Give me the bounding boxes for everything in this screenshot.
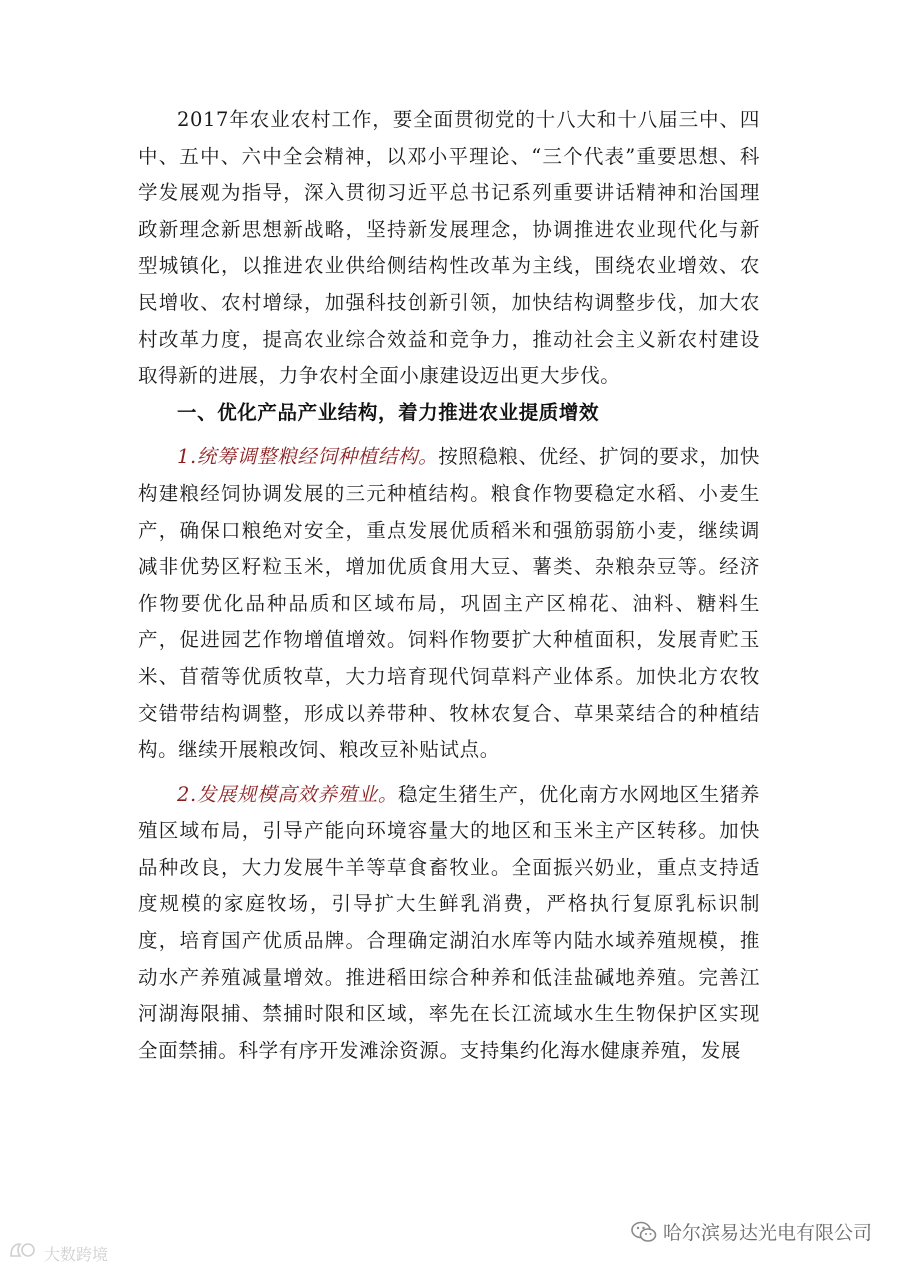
company-name: 哈尔滨易达光电有限公司 (662, 1222, 872, 1244)
site-watermark (8, 1240, 108, 1266)
spacer (138, 431, 760, 439)
logo-icon (8, 1240, 38, 1266)
spacer (138, 769, 760, 777)
wechat-icon (631, 1219, 657, 1245)
document-body (138, 102, 760, 1069)
item1-body: 按照稳粮、优经、扩饲的要求，加快构建粮经饲协调发展的三元种植结构。粮食作物要稳定水稻、小麦生产，确保口粮绝对安全，重点发展优质稻米和强筋弱筋小麦，继续调减非优势区籽粒玉米，增加优质食用大豆、薯类、杂粮杂豆等。经济作物要优化品种品质和区域布局，巩固主产区棉花、油料、糖料生产，促进园艺作物增值增效。饲料作物要扩大种植面积，发展青贮玉米、苜蓿等优质牧草，大力培育现代饲草料产业体系。加快北方农牧交错带结构调整，形成以养带种、牧林农复合、草果菜结合的种植结构。继续开展粮改饲、粮改豆补贴试点。 (138, 445, 760, 762)
item1-paragraph (138, 439, 760, 768)
item2-body: 稳定生猪生产，优化南方水网地区生猪养殖区域布局，引导产能向环境容量大的地区和玉米主产区转移。加快品种改良，大力发展牛羊等草食畜牧业。全面振兴奶业，重点支持适度规模的家庭牧场，引导扩大生鲜乳消费，严格执行复原乳标识制度，培育国产优质品牌。合理确定湖泊水库等内陆水域养殖规模，推动水产养殖减量增效。推进稻田综合种养和低洼盐碱地养殖。完善江河湖海限捕、禁捕时限和区域，率先在长江流域水生生物保护区实现全面禁捕。科学有序开发滩涂资源。支持集约化海水健康养殖，发展 (138, 782, 760, 1062)
intro-paragraph: 2017年农业农村工作，要全面贯彻党的十八大和十八届三中、四中、五中、六中全会精神，以邓小平理论、“三个代表”重要思想、科学发展观为指导，深入贯彻习近平总书记系列重要讲话精神和治国理政新理念新思想新战略，坚持新发展理念，协调推进农业现代化与新型城镇化，以推进农业供给侧结构性改革为主线，围绕农业增效、农民增收、农村增绿，加强科技创新引领，加快结构调整步伐，加大农村改革力度，提高农业综合效益和竞争力，推动社会主义新农村建设取得新的进展，力争农村全面小康建设迈出更大步伐。 (138, 108, 760, 388)
item2-paragraph (138, 777, 760, 1070)
company-watermark (631, 1218, 872, 1245)
site-name: 大数跨境 (44, 1244, 109, 1264)
section-heading: 一、优化产品产业结构，着力推进农业提质增效 (177, 400, 600, 424)
item2-title: 2.发展规模高效养殖业。 (177, 782, 398, 806)
item1-title: 1.统筹调整粮经饲种植结构。 (177, 445, 439, 469)
